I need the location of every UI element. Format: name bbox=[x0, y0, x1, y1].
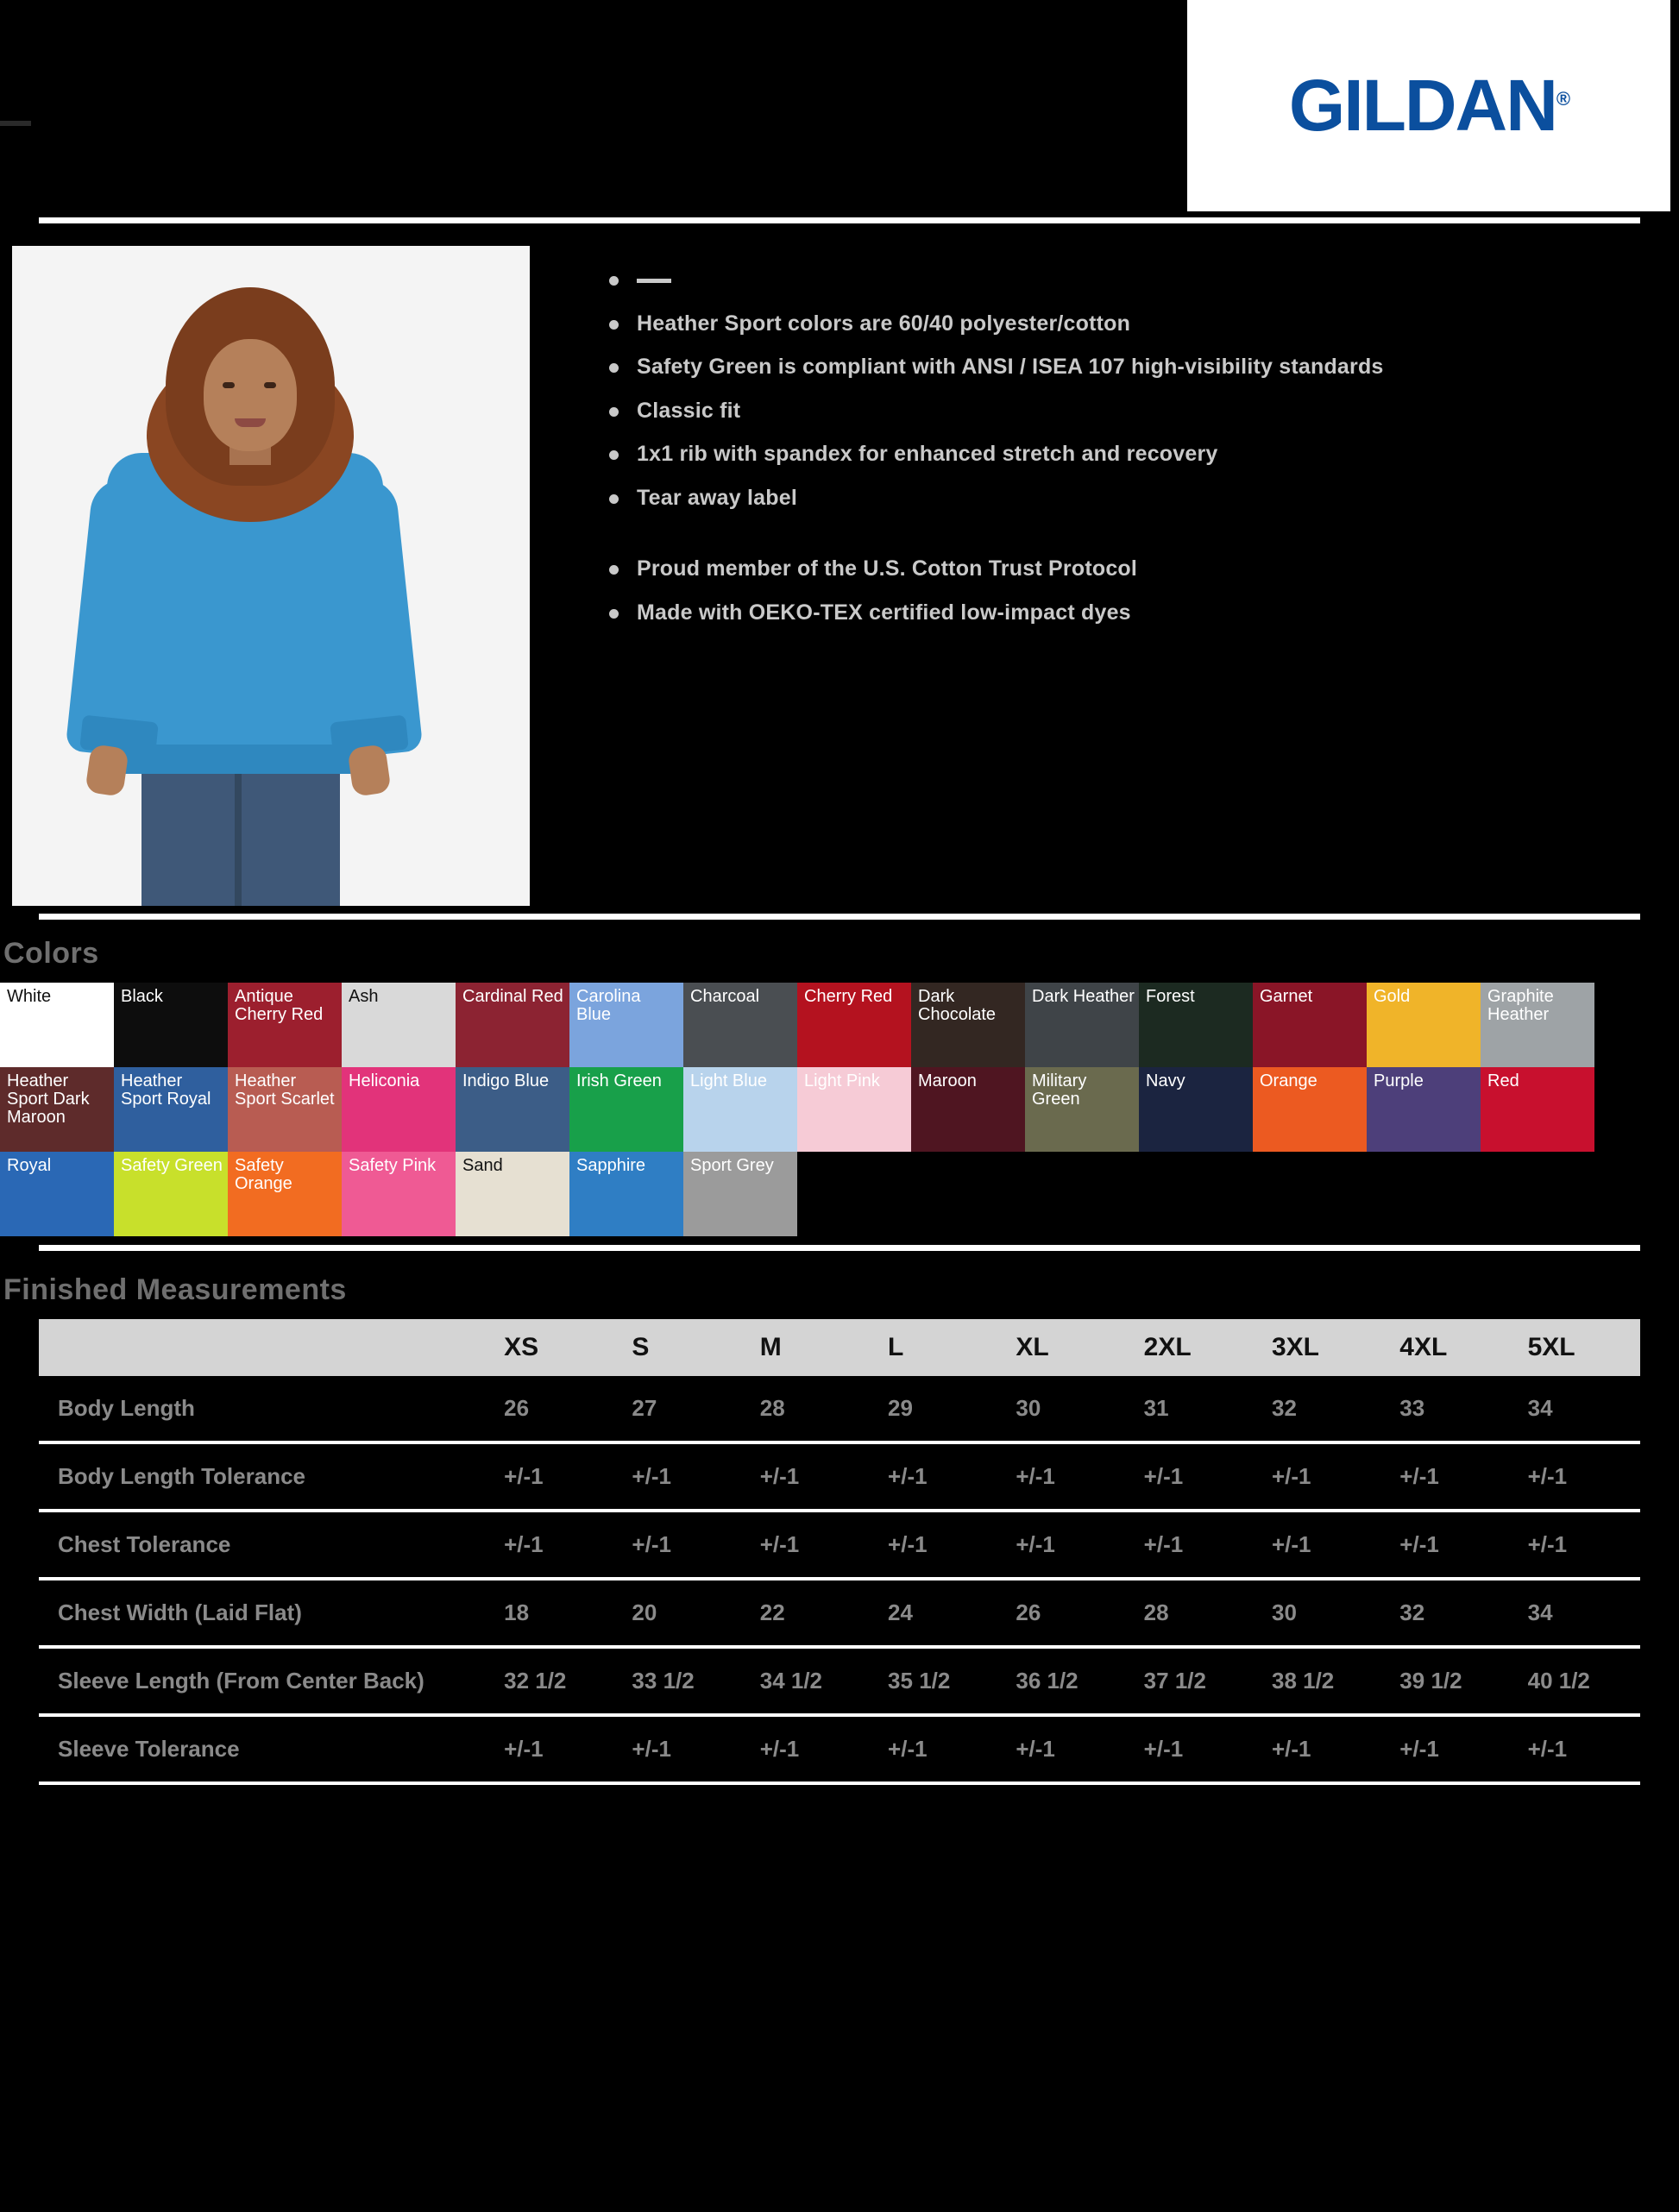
color-swatch-label: Cherry Red bbox=[804, 987, 893, 1006]
color-swatch[interactable] bbox=[342, 1067, 456, 1152]
measurements-col-header-5XL: 5XL bbox=[1512, 1319, 1640, 1376]
measurement-value: 34 bbox=[1512, 1579, 1640, 1647]
colors-grid bbox=[0, 983, 1679, 1236]
measurements-col-header-L: L bbox=[872, 1319, 1000, 1376]
table-row bbox=[39, 1376, 1640, 1442]
color-swatch-label: Dark Chocolate bbox=[918, 987, 997, 1024]
measurement-value: +/-1 bbox=[488, 1442, 616, 1511]
measurement-value: +/-1 bbox=[616, 1442, 744, 1511]
color-swatch-label: Purple bbox=[1374, 1071, 1424, 1090]
feature-secondary-item-0: Proud member of the U.S. Cotton Trust Protocol bbox=[602, 556, 1679, 582]
measurement-value: +/-1 bbox=[1256, 1715, 1384, 1783]
colors-row bbox=[0, 1152, 1679, 1236]
gildan-logo bbox=[1187, 0, 1670, 211]
measurement-value: +/-1 bbox=[1000, 1511, 1128, 1579]
measurement-value: 30 bbox=[1256, 1579, 1384, 1647]
features-list-container bbox=[530, 246, 1679, 914]
measurement-value: +/-1 bbox=[872, 1715, 1000, 1783]
measurements-table bbox=[39, 1319, 1640, 1785]
color-swatch[interactable] bbox=[114, 1152, 228, 1236]
measurement-value: +/-1 bbox=[1384, 1715, 1512, 1783]
page-header bbox=[0, 0, 1679, 217]
measurement-value: +/-1 bbox=[1256, 1511, 1384, 1579]
measurements-col-header-XS: XS bbox=[488, 1319, 616, 1376]
color-swatch-label: Light Pink bbox=[804, 1071, 880, 1090]
color-swatch-label: Light Blue bbox=[690, 1071, 767, 1090]
measurement-value: 38 1/2 bbox=[1256, 1647, 1384, 1715]
color-swatch[interactable] bbox=[1253, 1067, 1367, 1152]
color-swatch-label: Cardinal Red bbox=[462, 987, 563, 1006]
color-swatch[interactable] bbox=[0, 983, 114, 1067]
color-swatch-label: Carolina Blue bbox=[576, 987, 641, 1024]
measurements-title: Finished Measurements bbox=[3, 1273, 347, 1306]
measurement-value: 31 bbox=[1129, 1376, 1256, 1442]
feature-item-3: Classic fit bbox=[602, 398, 1679, 424]
color-swatch-label: Charcoal bbox=[690, 987, 760, 1006]
measurement-value: 34 1/2 bbox=[745, 1647, 872, 1715]
product-overview-section bbox=[0, 223, 1679, 914]
divider-top bbox=[39, 217, 1640, 223]
measurement-value: 32 1/2 bbox=[488, 1647, 616, 1715]
feature-secondary-item-1: Made with OEKO-TEX certified low-impact dyes bbox=[602, 600, 1679, 626]
gildan-logo-text bbox=[1289, 64, 1569, 148]
color-swatch-label: Indigo Blue bbox=[462, 1071, 550, 1090]
measurement-value: +/-1 bbox=[1000, 1442, 1128, 1511]
measurement-value: +/-1 bbox=[745, 1715, 872, 1783]
features-primary-list bbox=[602, 267, 1679, 511]
registered-mark-icon: ® bbox=[1556, 88, 1569, 110]
measurement-value: +/-1 bbox=[872, 1511, 1000, 1579]
color-swatch-label: Graphite Heather bbox=[1487, 987, 1554, 1024]
color-swatch[interactable] bbox=[1481, 1067, 1594, 1152]
measurement-value: 34 bbox=[1512, 1376, 1640, 1442]
measurement-value: +/-1 bbox=[872, 1442, 1000, 1511]
color-swatch[interactable] bbox=[569, 1067, 683, 1152]
measurement-value: 36 1/2 bbox=[1000, 1647, 1128, 1715]
color-swatch-label: Heather Sport Scarlet bbox=[235, 1071, 335, 1109]
measurement-value: +/-1 bbox=[1129, 1442, 1256, 1511]
measurement-value: 26 bbox=[488, 1376, 616, 1442]
measurement-value: 33 bbox=[1384, 1376, 1512, 1442]
color-swatch-label: Safety Pink bbox=[349, 1156, 437, 1175]
measurement-row-label: Body Length Tolerance bbox=[39, 1442, 488, 1511]
color-swatch[interactable] bbox=[342, 983, 456, 1067]
color-swatch[interactable] bbox=[1139, 983, 1253, 1067]
color-swatch[interactable] bbox=[1139, 1067, 1253, 1152]
measurement-value: +/-1 bbox=[1512, 1511, 1640, 1579]
feature-item-4: 1x1 rib with spandex for enhanced stretch and recovery bbox=[602, 441, 1679, 468]
color-swatch[interactable] bbox=[228, 1152, 342, 1236]
color-swatch-label: Safety Green bbox=[121, 1156, 223, 1175]
measurements-col-header-blank bbox=[39, 1319, 488, 1376]
measurement-row-label: Sleeve Length (From Center Back) bbox=[39, 1647, 488, 1715]
color-swatch[interactable] bbox=[683, 1152, 797, 1236]
color-swatch-label: Sapphire bbox=[576, 1156, 646, 1175]
color-swatch-label: Dark Heather bbox=[1032, 987, 1135, 1006]
measurement-value: +/-1 bbox=[745, 1511, 872, 1579]
color-swatch-label: Red bbox=[1487, 1071, 1519, 1090]
divider-colors bbox=[39, 914, 1640, 920]
color-swatch-label: Gold bbox=[1374, 987, 1411, 1006]
color-swatch[interactable] bbox=[569, 1152, 683, 1236]
color-swatch[interactable] bbox=[797, 1067, 911, 1152]
color-swatch[interactable] bbox=[683, 983, 797, 1067]
measurement-value: +/-1 bbox=[616, 1715, 744, 1783]
divider-measurements bbox=[39, 1245, 1640, 1251]
measurement-row-label: Body Length bbox=[39, 1376, 488, 1442]
measurement-value: 20 bbox=[616, 1579, 744, 1647]
measurement-row-label: Chest Width (Laid Flat) bbox=[39, 1579, 488, 1647]
measurement-value: 39 1/2 bbox=[1384, 1647, 1512, 1715]
measurement-value: +/-1 bbox=[488, 1715, 616, 1783]
color-swatch-label: Irish Green bbox=[576, 1071, 662, 1090]
color-swatch-label: Garnet bbox=[1260, 987, 1313, 1006]
measurement-value: 33 1/2 bbox=[616, 1647, 744, 1715]
measurement-row-label: Sleeve Tolerance bbox=[39, 1715, 488, 1783]
feature-item-0 bbox=[602, 267, 1679, 293]
measurements-col-header-3XL: 3XL bbox=[1256, 1319, 1384, 1376]
color-swatch[interactable] bbox=[1253, 983, 1367, 1067]
color-swatch-label: Orange bbox=[1260, 1071, 1317, 1090]
color-swatch[interactable] bbox=[456, 1067, 569, 1152]
measurements-table-head bbox=[39, 1319, 1640, 1376]
measurement-value: 32 bbox=[1256, 1376, 1384, 1442]
color-swatch[interactable] bbox=[228, 1067, 342, 1152]
colors-row bbox=[0, 1067, 1679, 1152]
color-swatch[interactable] bbox=[569, 983, 683, 1067]
table-row bbox=[39, 1511, 1640, 1579]
measurement-value: 22 bbox=[745, 1579, 872, 1647]
color-swatch-label: Sport Grey bbox=[690, 1156, 774, 1175]
measurement-value: +/-1 bbox=[1512, 1442, 1640, 1511]
colors-section bbox=[0, 920, 1679, 1245]
measurement-value: 26 bbox=[1000, 1579, 1128, 1647]
table-row bbox=[39, 1442, 1640, 1511]
measurements-col-header-M: M bbox=[745, 1319, 872, 1376]
color-swatch-label: Black bbox=[121, 987, 163, 1006]
color-swatch[interactable] bbox=[1367, 983, 1481, 1067]
table-row bbox=[39, 1647, 1640, 1715]
color-swatch[interactable] bbox=[114, 1067, 228, 1152]
measurement-value: +/-1 bbox=[1384, 1442, 1512, 1511]
color-swatch-label: Navy bbox=[1146, 1071, 1185, 1090]
logo-wordmark: GILDAN bbox=[1288, 65, 1556, 146]
measurement-value: 37 1/2 bbox=[1129, 1647, 1256, 1715]
color-swatch[interactable] bbox=[1481, 983, 1594, 1067]
color-swatch[interactable] bbox=[797, 983, 911, 1067]
measurement-value: +/-1 bbox=[1129, 1715, 1256, 1783]
measurement-value: 32 bbox=[1384, 1579, 1512, 1647]
color-swatch-label: Safety Orange bbox=[235, 1156, 292, 1193]
measurements-col-header-XL: XL bbox=[1000, 1319, 1128, 1376]
color-swatch[interactable] bbox=[683, 1067, 797, 1152]
measurement-value: +/-1 bbox=[488, 1511, 616, 1579]
color-swatch-label: Sand bbox=[462, 1156, 503, 1175]
measurement-value: +/-1 bbox=[1256, 1442, 1384, 1511]
measurements-section bbox=[0, 1251, 1679, 1785]
features-spacer bbox=[602, 528, 1679, 556]
measurement-value: +/-1 bbox=[745, 1442, 872, 1511]
color-swatch[interactable] bbox=[911, 1067, 1025, 1152]
measurement-value: 27 bbox=[616, 1376, 744, 1442]
color-swatch[interactable] bbox=[0, 1152, 114, 1236]
color-swatch-label: Royal bbox=[7, 1156, 52, 1175]
measurement-value: 40 1/2 bbox=[1512, 1647, 1640, 1715]
color-swatch-label: Ash bbox=[349, 987, 379, 1006]
color-swatch[interactable] bbox=[1025, 983, 1139, 1067]
color-swatch[interactable] bbox=[1025, 1067, 1139, 1152]
table-row bbox=[39, 1579, 1640, 1647]
color-swatch[interactable] bbox=[0, 1067, 114, 1152]
header-dash bbox=[0, 121, 31, 126]
measurement-value: 24 bbox=[872, 1579, 1000, 1647]
color-swatch[interactable] bbox=[228, 983, 342, 1067]
product-photo bbox=[12, 246, 530, 906]
color-swatch-label: Maroon bbox=[918, 1071, 977, 1090]
measurement-value: 18 bbox=[488, 1579, 616, 1647]
color-swatch-label: Military Green bbox=[1032, 1071, 1087, 1109]
measurement-value: 28 bbox=[1129, 1579, 1256, 1647]
color-swatch[interactable] bbox=[456, 983, 569, 1067]
measurement-value: 29 bbox=[872, 1376, 1000, 1442]
measurements-col-header-S: S bbox=[616, 1319, 744, 1376]
measurement-value: +/-1 bbox=[616, 1511, 744, 1579]
measurement-value: +/-1 bbox=[1129, 1511, 1256, 1579]
feature-item-5: Tear away label bbox=[602, 485, 1679, 512]
feature-item-1: Heather Sport colors are 60/40 polyester/cotton bbox=[602, 311, 1679, 337]
measurement-value: +/-1 bbox=[1000, 1715, 1128, 1783]
measurement-value: 35 1/2 bbox=[872, 1647, 1000, 1715]
color-swatch[interactable] bbox=[1367, 1067, 1481, 1152]
measurements-col-header-4XL: 4XL bbox=[1384, 1319, 1512, 1376]
measurement-value: 30 bbox=[1000, 1376, 1128, 1442]
features-secondary-list bbox=[602, 556, 1679, 625]
measurements-header-row bbox=[39, 1319, 1640, 1376]
measurements-table-body bbox=[39, 1376, 1640, 1783]
color-swatch-label: Heather Sport Dark Maroon bbox=[7, 1071, 90, 1127]
measurement-value: +/-1 bbox=[1384, 1511, 1512, 1579]
color-swatch-label: Forest bbox=[1146, 987, 1195, 1006]
color-swatch[interactable] bbox=[456, 1152, 569, 1236]
measurement-value: 28 bbox=[745, 1376, 872, 1442]
colors-title: Colors bbox=[3, 937, 99, 970]
color-swatch[interactable] bbox=[114, 983, 228, 1067]
color-swatch[interactable] bbox=[342, 1152, 456, 1236]
measurements-col-header-2XL: 2XL bbox=[1129, 1319, 1256, 1376]
colors-row bbox=[0, 983, 1679, 1067]
color-swatch[interactable] bbox=[911, 983, 1025, 1067]
table-row bbox=[39, 1715, 1640, 1783]
measurement-value: +/-1 bbox=[1512, 1715, 1640, 1783]
color-swatch-label: Heliconia bbox=[349, 1071, 420, 1090]
color-swatch-label: Heather Sport Royal bbox=[121, 1071, 211, 1109]
color-swatch-label: Antique Cherry Red bbox=[235, 987, 324, 1024]
measurement-row-label: Chest Tolerance bbox=[39, 1511, 488, 1579]
color-swatch-label: White bbox=[7, 987, 52, 1006]
feature-item-2: Safety Green is compliant with ANSI / ISEA 107 high-visibility standards bbox=[602, 354, 1679, 380]
